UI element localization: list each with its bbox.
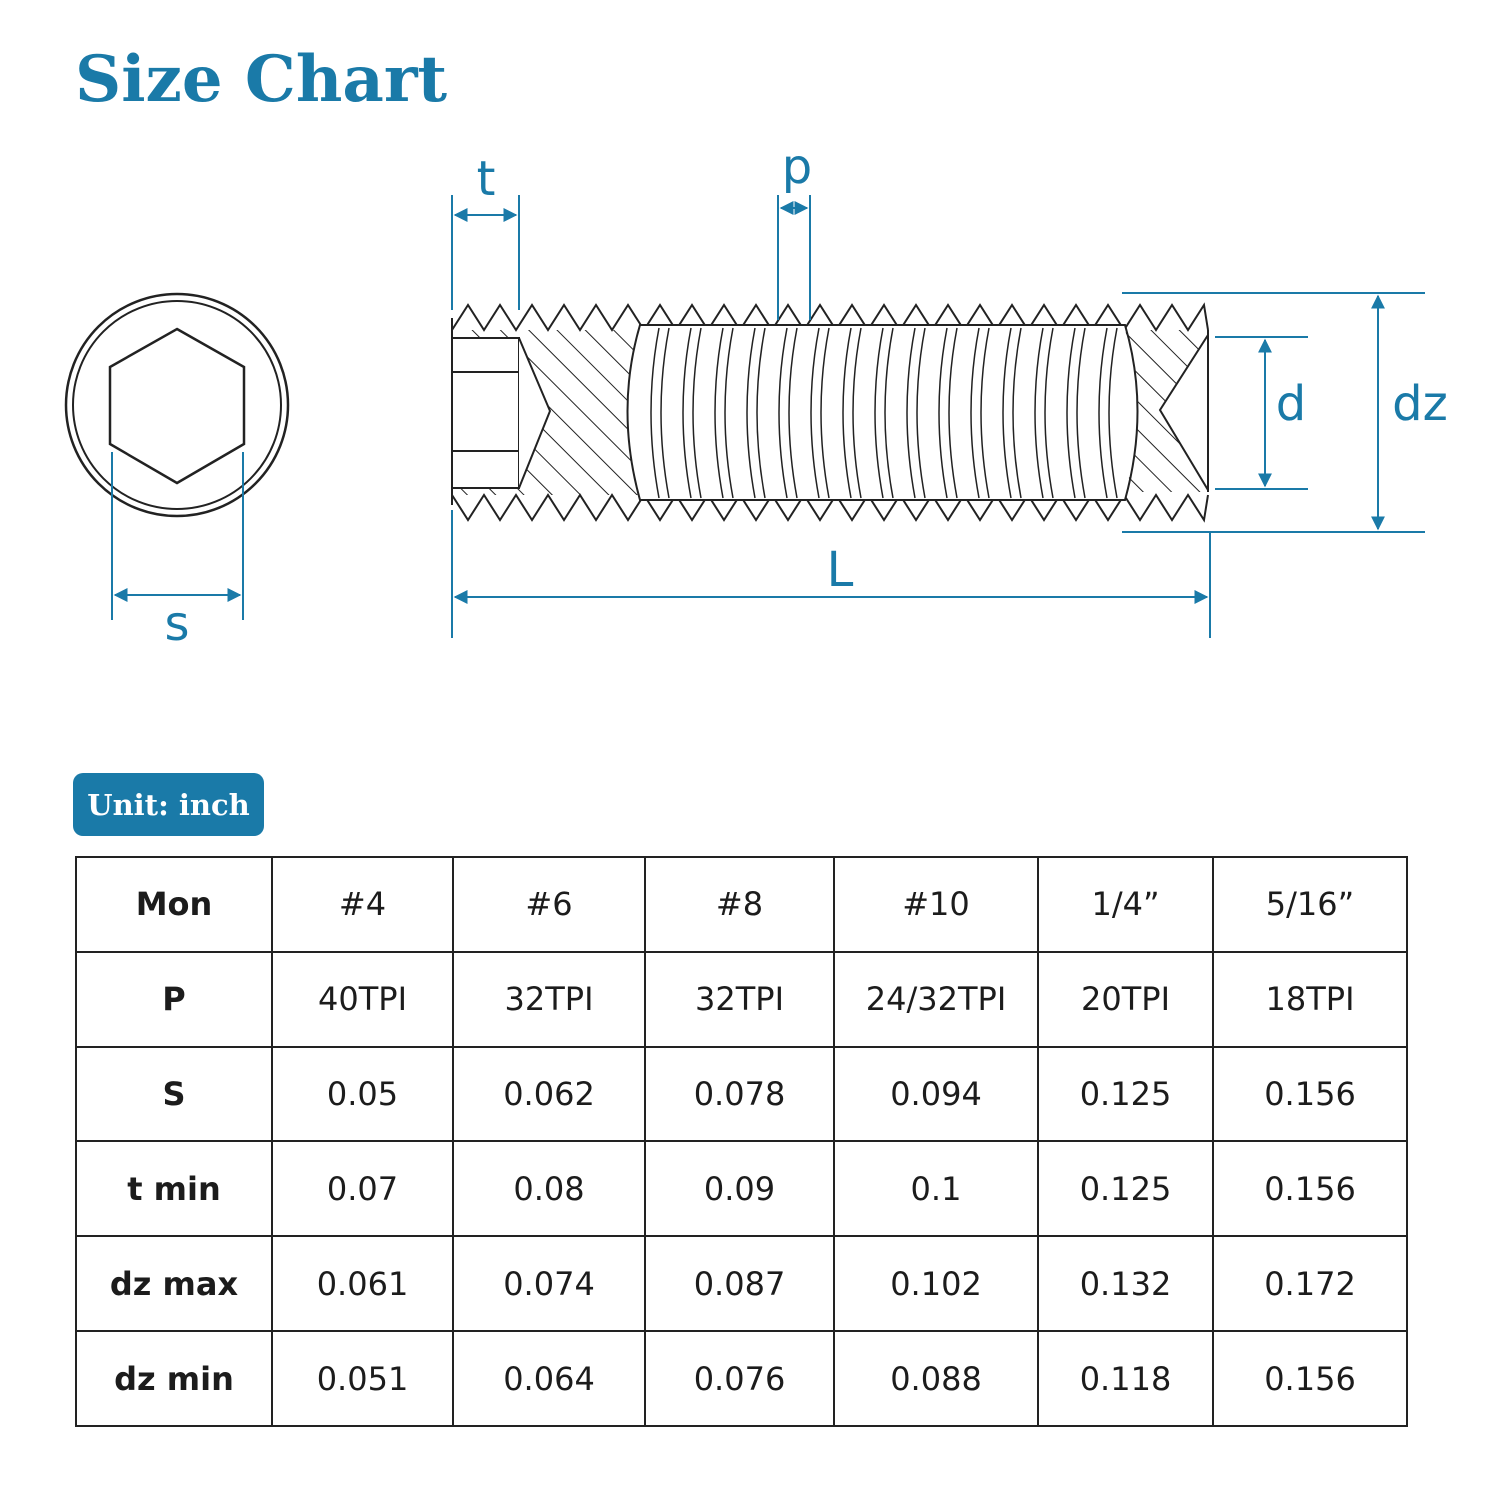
table-cell: 0.09 <box>645 1141 834 1236</box>
set-screw-diagram <box>0 0 1500 720</box>
table-cell: 0.064 <box>453 1331 645 1426</box>
table-cell: 0.172 <box>1213 1236 1407 1331</box>
table-cell: 18TPI <box>1213 952 1407 1047</box>
side-view <box>452 305 1208 520</box>
table-cell: 5/16” <box>1213 857 1407 952</box>
table-cell: 0.118 <box>1038 1331 1213 1426</box>
table-row <box>76 1141 1407 1236</box>
table-cell: 0.1 <box>834 1141 1038 1236</box>
table-cell: 0.07 <box>272 1141 453 1236</box>
table-cell: 0.094 <box>834 1047 1038 1142</box>
table-row <box>76 1047 1407 1142</box>
end-view-inner-circle <box>73 301 281 509</box>
table-cell: #8 <box>645 857 834 952</box>
table-row <box>76 1331 1407 1426</box>
table-cell: #4 <box>272 857 453 952</box>
table-cell: 0.087 <box>645 1236 834 1331</box>
label-dz: dz <box>1392 376 1448 432</box>
table-cell: 20TPI <box>1038 952 1213 1047</box>
table-cell: 0.062 <box>453 1047 645 1142</box>
table-row-header: Mon <box>76 857 272 952</box>
table-row-header: t min <box>76 1141 272 1236</box>
table-cell: 1/4” <box>1038 857 1213 952</box>
end-view <box>66 294 288 516</box>
table-cell: 0.05 <box>272 1047 453 1142</box>
table-cell: 0.125 <box>1038 1141 1213 1236</box>
table-cell: 0.088 <box>834 1331 1038 1426</box>
table-cell: 0.076 <box>645 1331 834 1426</box>
table-cell: 0.156 <box>1213 1141 1407 1236</box>
page-title: Size Chart <box>75 42 448 117</box>
unit-badge: Unit: inch <box>73 773 264 836</box>
table-cell: 40TPI <box>272 952 453 1047</box>
label-L: L <box>826 542 854 598</box>
table-cell: 0.102 <box>834 1236 1038 1331</box>
table-cell: 24/32TPI <box>834 952 1038 1047</box>
table-row-header: dz min <box>76 1331 272 1426</box>
table-cell: #10 <box>834 857 1038 952</box>
table-row-header: dz max <box>76 1236 272 1331</box>
table-cell: 0.074 <box>453 1236 645 1331</box>
size-table <box>75 856 1408 1427</box>
hex-socket <box>110 329 244 483</box>
table-row <box>76 857 1407 952</box>
table-cell: 0.156 <box>1213 1047 1407 1142</box>
table-row <box>76 952 1407 1047</box>
label-p: p <box>781 139 813 195</box>
table-cell: 0.132 <box>1038 1236 1213 1331</box>
table-cell: 0.125 <box>1038 1047 1213 1142</box>
table-cell: 32TPI <box>453 952 645 1047</box>
table-cell: 0.078 <box>645 1047 834 1142</box>
table-row <box>76 1236 1407 1331</box>
table-row-header: S <box>76 1047 272 1142</box>
table-cell: 0.156 <box>1213 1331 1407 1426</box>
socket-cutout <box>452 338 519 488</box>
label-d: d <box>1275 376 1307 432</box>
thread-body <box>628 325 1138 500</box>
table-cell: #6 <box>453 857 645 952</box>
table-cell: 0.051 <box>272 1331 453 1426</box>
table-cell: 32TPI <box>645 952 834 1047</box>
table-cell: 0.061 <box>272 1236 453 1331</box>
label-s: s <box>164 596 190 652</box>
label-t: t <box>476 151 496 207</box>
table-cell: 0.08 <box>453 1141 645 1236</box>
table-row-header: P <box>76 952 272 1047</box>
